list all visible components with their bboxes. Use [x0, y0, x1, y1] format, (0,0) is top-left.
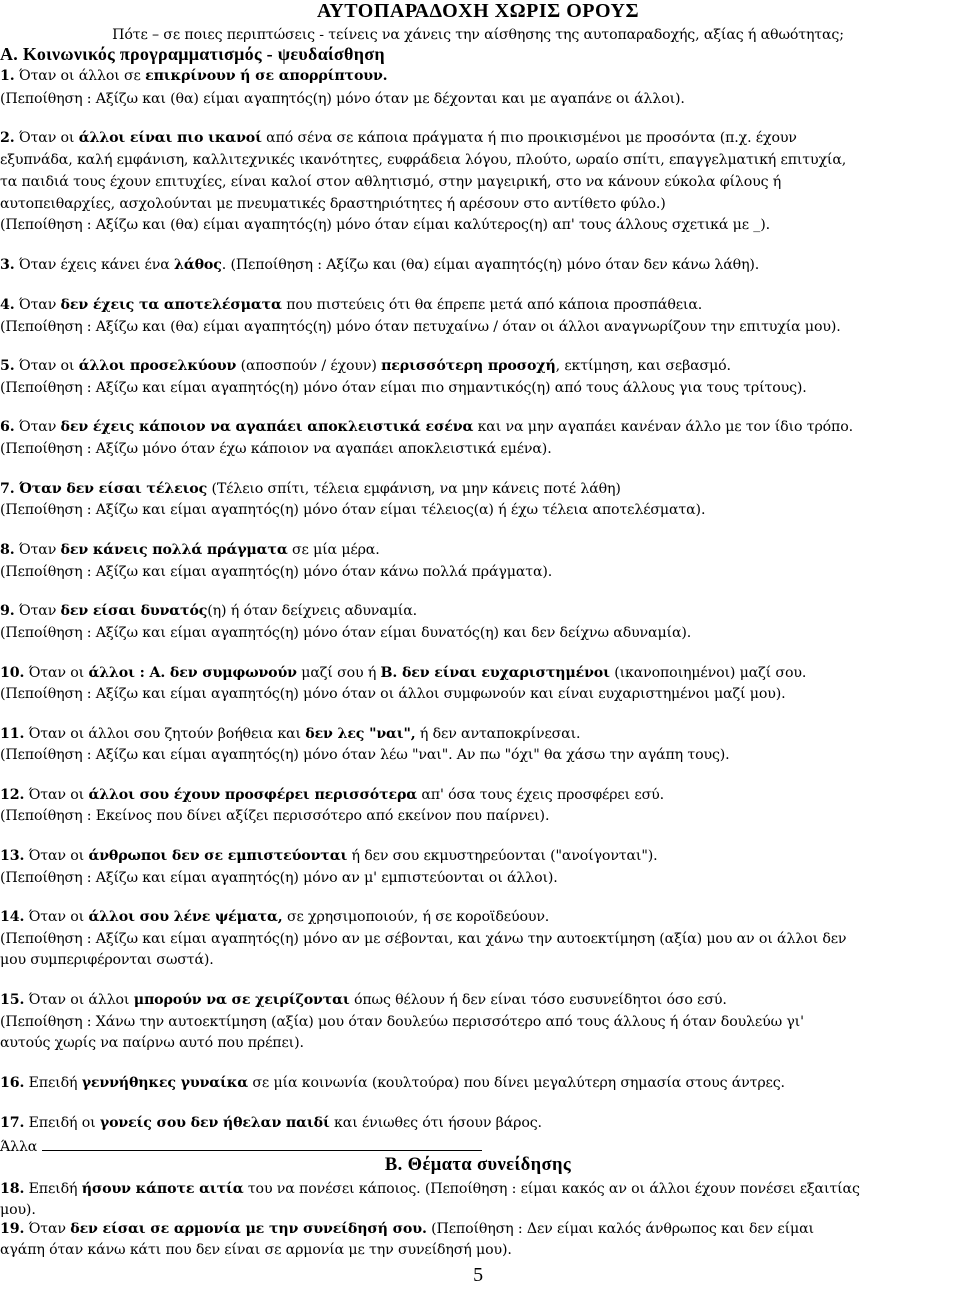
item-number: 4. [0, 297, 15, 313]
text: (η) ή όταν δείχνεις αδυναμία. [207, 603, 417, 619]
bold-text: Όταν δεν είσαι τέλειος [14, 481, 208, 497]
bold-text: δεν έχεις κάποιον να αγαπάει αποκλειστικά εσένα [60, 419, 474, 435]
item-19-line-1 [0, 1220, 956, 1239]
item-number: 17. [0, 1115, 25, 1131]
text: . (Πεποίθηση : Αξίζω και (θα) είμαι αγαπητός(η) μόνο όταν δεν κάνω λάθη). [221, 257, 760, 273]
text: , εκτίμηση, και σεβασμό. [555, 358, 731, 374]
text: Όταν οι [24, 909, 89, 925]
item-15-belief: (Πεποίθηση : Χάνω την αυτοεκτίμηση (αξία) μου όταν δουλεύω περισσότερο από τους άλλους ή όταν δουλεύω γι' [0, 1014, 804, 1030]
other-line [0, 1136, 956, 1157]
text: (Πεποίθηση : Δεν είμαι καλός άνθρωπος και δεν είμαι [426, 1221, 814, 1237]
blank-fill-line [42, 1136, 482, 1151]
item-number: 3. [0, 257, 15, 273]
text: Όταν [14, 419, 61, 435]
bold-text: δεν είσαι σε αρμονία με την συνείδησή σου. [70, 1221, 427, 1237]
item-number: 2. [0, 130, 15, 146]
item-7-belief: (Πεποίθηση : Αξίζω και είμαι αγαπητός(η) μόνο όταν είμαι τέλειος(α) ή έχω τέλεια αποτελέσματα). [0, 502, 706, 518]
item-number: 7. [0, 481, 15, 497]
text: Όταν οι άλλοι [24, 992, 134, 1008]
bold-text: Β. δεν είναι ευχαριστημένοι [380, 665, 610, 681]
other-label: Άλλα [0, 1139, 42, 1155]
item-15-belief-cont: αυτούς χωρίς να παίρνω αυτό που πρέπει). [0, 1035, 304, 1051]
item-1-line-1 [0, 67, 956, 86]
bold-text: άνθρωποι δεν σε εμπιστεύονται [88, 848, 348, 864]
text: σε μία κοινωνία (κουλτούρα) που δίνει μεγαλύτερη σημασία στους άντρες. [248, 1075, 785, 1091]
bold-text: λάθος [174, 257, 222, 273]
item-5-belief: (Πεποίθηση : Αξίζω και είμαι αγαπητός(η) μόνο όταν είμαι πιο σημαντικός(η) από τους άλλους για τους τρίτους). [0, 380, 807, 396]
text: και να μην αγαπάει κανέναν άλλο με τον ίδιο τρόπο. [473, 419, 853, 435]
text: Όταν οι άλλοι σου ζητούν βοήθεια και [24, 726, 306, 742]
bold-text: μπορούν να σε χειρίζονται [133, 992, 350, 1008]
document-subtitle: Πότε – σε ποιες περιπτώσεις - τείνεις να χάνεις την αίσθησης της αυτοπαραδοχής, αξίας ή αθωότητας; [112, 27, 844, 43]
item-15-line-1 [0, 991, 956, 1010]
item-number: 1. [0, 68, 15, 84]
item-number: 9. [0, 603, 15, 619]
item-number: 15. [0, 992, 25, 1008]
document-title: ΑΥΤΟΠΑΡΑΔΟΧΗ ΧΩΡΙΣ ΟΡΟΥΣ [316, 0, 640, 22]
bold-text: γονείς σου δεν ήθελαν παιδί [99, 1115, 330, 1131]
bold-text: γεννήθηκες γυναίκα [81, 1075, 248, 1091]
item-number: 19. [0, 1221, 25, 1237]
item-6-line-1 [0, 418, 956, 437]
item-1-belief: (Πεποίθηση : Αξίζω και (θα) είμαι αγαπητός(η) μόνο όταν με δέχονται και με αγαπάνε οι άλλοι). [0, 91, 685, 107]
text: Όταν οι [24, 848, 89, 864]
item-number: 13. [0, 848, 25, 864]
item-8-belief: (Πεποίθηση : Αξίζω και είμαι αγαπητός(η) μόνο όταν κάνω πολλά πράγματα). [0, 564, 553, 580]
item-7-line-1 [0, 480, 956, 499]
text: (ικανοποιημένοι) μαζί σου. [609, 665, 807, 681]
text: και ένιωθες ότι ήσουν βάρος. [329, 1115, 542, 1131]
text: σε μία μέρα. [287, 542, 380, 558]
text: ή δεν ανταποκρίνεσαι. [415, 726, 581, 742]
item-2-belief: (Πεποίθηση : Αξίζω και (θα) είμαι αγαπητός(η) μόνο όταν είμαι καλύτερος(η) απ' τους άλλους σχετικά με _). [0, 217, 770, 233]
item-8-line-1 [0, 541, 956, 560]
bold-text: δεν έχεις τα αποτελέσματα [60, 297, 282, 313]
text: Επειδή [24, 1075, 82, 1091]
text: όπως θέλουν ή δεν είναι τόσο ευσυνείδητοι όσο εσύ. [349, 992, 727, 1008]
text: σε χρησιμοποιούν, ή σε κοροϊδεύουν. [282, 909, 550, 925]
text: Όταν οι [14, 130, 79, 146]
item-number: 14. [0, 909, 25, 925]
item-13-belief: (Πεποίθηση : Αξίζω και είμαι αγαπητός(η) μόνο αν μ' εμπιστεύονται οι άλλοι). [0, 870, 558, 886]
item-17-line-1 [0, 1114, 956, 1133]
item-11-line-1 [0, 725, 956, 744]
text: που πιστεύεις ότι θα έπρεπε μετά από κάποια προσπάθεια. [281, 297, 703, 313]
text: Όταν οι άλλοι σε [14, 68, 146, 84]
item-number: 10. [0, 665, 25, 681]
section-a-title: Α. Κοινωνικός προγραμματισμός - ψευδαίσθηση [0, 44, 385, 64]
item-5-line-1 [0, 357, 956, 376]
item-19-line-2: αγάπη όταν κάνω κάτι που δεν είναι σε αρμονία με την συνείδησή μου). [0, 1242, 512, 1258]
item-2-line-4: αυτοπειθαρχίες, ασχολούνται με πνευματικές δραστηριότητες ή αρέσουν στο αντίθετο φύλο.) [0, 196, 666, 212]
section-b-title: Β. Θέματα συνείδησης [384, 1155, 572, 1175]
item-12-line-1 [0, 786, 956, 805]
bold-text: άλλοι προσελκύουν [78, 358, 237, 374]
item-10-line-1 [0, 664, 956, 683]
item-number: 6. [0, 419, 15, 435]
text: Όταν οι [24, 787, 89, 803]
text: (Τέλειο σπίτι, τέλεια εμφάνιση, να μην κάνεις ποτέ λάθη) [207, 481, 621, 497]
text: του να πονέσει κάποιος. (Πεποίθηση : είμαι κακός αν οι άλλοι έχουν πονέσει εξαιτίας [243, 1181, 860, 1197]
item-18-line-1 [0, 1180, 956, 1199]
item-6-belief: (Πεποίθηση : Αξίζω μόνο όταν έχω κάποιον να αγαπάει αποκλειστικά εμένα). [0, 441, 552, 457]
item-16-line-1 [0, 1074, 956, 1093]
item-14-line-1 [0, 908, 956, 927]
text: Όταν οι [24, 665, 89, 681]
text: Όταν [14, 297, 61, 313]
item-4-belief: (Πεποίθηση : Αξίζω και (θα) είμαι αγαπητός(η) μόνο όταν πετυχαίνω / όταν οι άλλοι αναγνωρίζουν την επιτυχία μου). [0, 319, 841, 335]
bold-text: δεν λες "ναι", [305, 726, 416, 742]
item-14-belief-cont: μου συμπεριφέρονται σωστά). [0, 952, 214, 968]
text: Όταν [14, 603, 61, 619]
text: από σένα σε κάποια πράγματα ή πιο προικισμένοι με προσόντα (π.χ. έχουν [261, 130, 797, 146]
item-10-belief: (Πεποίθηση : Αξίζω και είμαι αγαπητός(η) μόνο όταν οι άλλοι συμφωνούν και είναι ευχαριστημένοι μαζί μου). [0, 686, 786, 702]
item-number: 8. [0, 542, 15, 558]
page-number: 5 [473, 1264, 483, 1286]
bold-text: περισσότερη προσοχή [381, 358, 556, 374]
item-9-line-1 [0, 602, 956, 621]
item-number: 5. [0, 358, 15, 374]
item-2-line-2: εξυπνάδα, καλή εμφάνιση, καλλιτεχνικές ικανότητες, ευφράδεια λόγου, πλούτο, ωραίο σπίτι, επαγγελματική επιτυχία, [0, 152, 847, 168]
item-3-line-1 [0, 256, 956, 275]
item-18-line-2: μου). [0, 1202, 36, 1218]
bold-text: δεν κάνεις πολλά πράγματα [60, 542, 288, 558]
text: Όταν έχεις κάνει ένα [14, 257, 175, 273]
text: Επειδή [24, 1181, 82, 1197]
text: Όταν [14, 542, 61, 558]
item-4-line-1 [0, 296, 956, 315]
text: ή δεν σου εκμυστηρεύονται ("ανοίγονται"). [347, 848, 658, 864]
item-14-belief: (Πεποίθηση : Αξίζω και είμαι αγαπητός(η) μόνο αν με σέβονται, και χάνω την αυτοεκτίμηση (αξία) μου αν οι άλλοι δεν [0, 931, 847, 947]
item-number: 12. [0, 787, 25, 803]
bold-text: άλλοι : Α. δεν συμφωνούν [88, 665, 297, 681]
item-13-line-1 [0, 847, 956, 866]
item-11-belief: (Πεποίθηση : Αξίζω και είμαι αγαπητός(η) μόνο όταν λέω "ναι". Αν πω "όχι" θα χάσω την αγάπη τους). [0, 747, 730, 763]
item-number: 11. [0, 726, 25, 742]
bold-text: δεν είσαι δυνατός [60, 603, 208, 619]
text: Όταν οι [14, 358, 79, 374]
text: μαζί σου ή [296, 665, 381, 681]
item-12-belief: (Πεποίθηση : Εκείνος που δίνει αξίζει περισσότερο από εκείνον που παίρνει). [0, 808, 550, 824]
item-9-belief: (Πεποίθηση : Αξίζω και είμαι αγαπητός(η) μόνο όταν είμαι δυνατός(η) και δεν δείχνω αδυναμία). [0, 625, 692, 641]
item-number: 18. [0, 1181, 25, 1197]
bold-text: επικρίνουν ή σε απορρίπτουν. [145, 68, 388, 84]
text: Επειδή οι [24, 1115, 100, 1131]
text: Όταν [24, 1221, 71, 1237]
text: απ' όσα τους έχεις προσφέρει εσύ. [417, 787, 664, 803]
item-number: 16. [0, 1075, 25, 1091]
bold-text: άλλοι σου λένε ψέματα, [88, 909, 283, 925]
text: (αποσπούν / έχουν) [236, 358, 382, 374]
item-2-line-3: τα παιδιά τους έχουν επιτυχίες, είναι καλοί στον αθλητισμό, στην μαγειρική, στο να κάνουν εύκολα φίλους ή [0, 174, 782, 190]
item-2-line-1 [0, 129, 956, 148]
bold-text: ήσουν κάποτε αιτία [81, 1181, 244, 1197]
bold-text: άλλοι είναι πιο ικανοί [78, 130, 262, 146]
bold-text: άλλοι σου έχουν προσφέρει περισσότερα [88, 787, 418, 803]
